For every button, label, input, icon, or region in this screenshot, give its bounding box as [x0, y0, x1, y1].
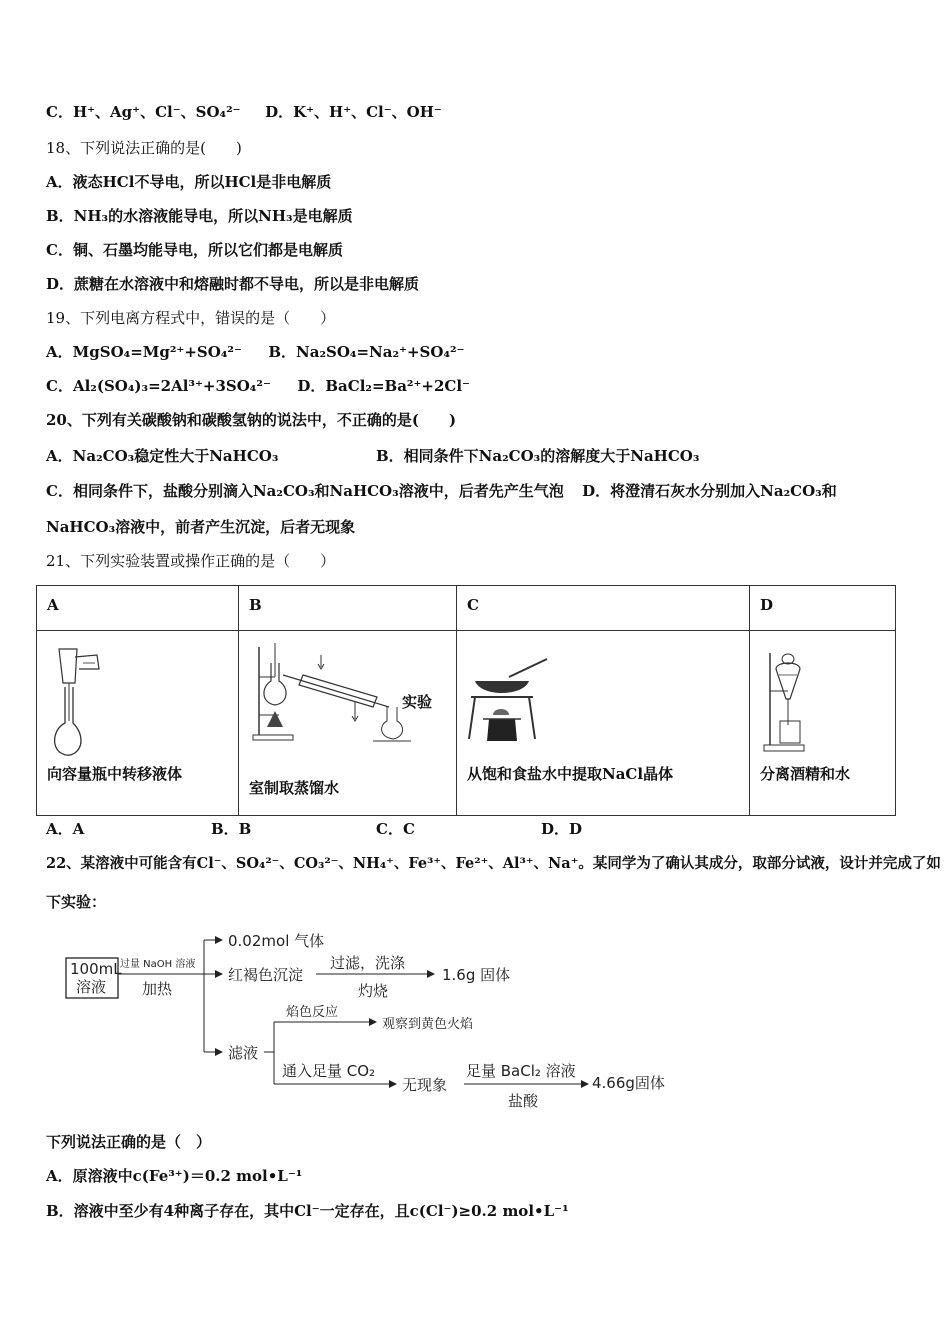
q21-header-c-cell — [457, 586, 750, 631]
evaporating-dish-illustration — [465, 655, 555, 765]
q21-header-c: C — [467, 596, 479, 614]
q21-option-c: C．C — [376, 820, 415, 838]
q21-option-b: B．B — [211, 820, 252, 838]
flow-solid-2: 4.66g固体 — [592, 1074, 665, 1092]
flow-flame-test: 焰色反应 — [286, 1005, 339, 1020]
q17-option-d: D．K⁺、H⁺、Cl⁻、OH⁻ — [265, 103, 442, 121]
q19-option-d: D．BaCl₂=Ba²⁺+2Cl⁻ — [297, 377, 470, 395]
q20-option-d-part2: NaHCO₃溶液中，前者产生沉淀，后者无现象 — [46, 518, 356, 536]
flow-start-volume: 100mL — [70, 960, 122, 978]
flow-gas: 0.02mol 气体 — [228, 932, 325, 950]
q21-cell-a — [37, 631, 239, 816]
q22-stem-line2: 下实验： — [46, 893, 107, 911]
q21-header-b: B — [249, 596, 262, 614]
q21-header-d-cell — [750, 586, 896, 631]
q19-option-c: C．Al₂(SO₄)₃=2Al³⁺+3SO₄²⁻ — [46, 377, 271, 395]
q21-caption-c: 从饱和食盐水中提取NaCl晶体 — [467, 765, 674, 783]
q22-option-a: A．原溶液中c(Fe³⁺)＝0.2 mol•L⁻¹ — [46, 1167, 303, 1185]
q18-option-a: A．液态HCl不导电，所以HCl是非电解质 — [46, 173, 332, 191]
separatory-funnel-illustration — [760, 647, 830, 757]
q21-options — [46, 819, 582, 839]
q22-stem-line1: 22、某溶液中可能含有Cl⁻、SO₄²⁻、CO₃²⁻、NH₄⁺、Fe³⁺、Fe²⁺、Al³⁺、Na⁺。某同学为了确认其成分，取部分试液，设计并完成了如 — [46, 855, 941, 872]
flow-precipitate: 红褐色沉淀 — [228, 966, 304, 984]
q19-stem: 19、下列电离方程式中，错误的是（ ） — [46, 309, 336, 327]
q20-option-d-part1: D．将澄清石灰水分别加入Na₂CO₃和 — [582, 482, 837, 500]
q21-header-d: D — [760, 596, 774, 614]
q20-option-c: C．相同条件下，盐酸分别滴入Na₂CO₃和NaHCO₃溶液中，后者先产生气泡 — [46, 482, 564, 500]
q20-options-cd — [46, 481, 837, 501]
q19-option-a: A．MgSO₄=Mg²⁺+SO₄²⁻ — [46, 343, 242, 361]
q20-option-b: B．相同条件下Na₂CO₃的溶解度大于NaHCO₃ — [376, 447, 700, 465]
q21-header-a-cell — [37, 586, 239, 631]
q18-stem: 18、下列说法正确的是( ) — [46, 139, 242, 157]
q21-header-b-cell — [239, 586, 457, 631]
q21-caption-d: 分离酒精和水 — [760, 765, 851, 783]
q21-header-a: A — [47, 596, 59, 614]
q21-stem: 21、下列实验装置或操作正确的是（ ） — [46, 552, 336, 570]
q20-stem: 20、下列有关碳酸钠和碳酸氢钠的说法中，不正确的是( ) — [46, 411, 457, 429]
flow-reagent-naoh: 过量 NaOH 溶液 — [120, 959, 196, 970]
flow-filtrate: 滤液 — [228, 1044, 259, 1062]
q21-caption-b: 室制取蒸馏水 — [249, 779, 340, 797]
q17-option-c: C．H⁺、Ag⁺、Cl⁻、SO₄²⁻ — [46, 103, 241, 121]
q22-option-b: B．溶液中至少有4种离子存在，其中Cl⁻一定存在，且c(Cl⁻)≥0.2 mol•L⁻¹ — [46, 1202, 569, 1220]
q19-options-cd — [46, 376, 470, 396]
q20-option-a: A．Na₂CO₃稳定性大于NaHCO₃ — [46, 447, 279, 465]
q21-option-d: D．D — [541, 820, 583, 838]
q21-b-extra-label: 实验 — [402, 693, 433, 711]
q18-option-b: B．NH₃的水溶液能导电，所以NH₃是电解质 — [46, 207, 353, 225]
q21-cell-d — [750, 631, 896, 816]
q21-cell-c — [457, 631, 750, 816]
volumetric-flask-illustration — [45, 647, 125, 762]
flow-solid-1: 1.6g 固体 — [442, 966, 511, 984]
flow-hcl: 盐酸 — [508, 1092, 539, 1110]
q21-cell-b — [239, 631, 457, 816]
flow-flame-result: 观察到黄色火焰 — [382, 1017, 474, 1032]
q22-question: 下列说法正确的是（ ） — [46, 1133, 212, 1151]
flow-start-solution: 溶液 — [76, 978, 107, 996]
q18-option-c: C．铜、石墨均能导电，所以它们都是电解质 — [46, 241, 343, 259]
q21-option-a: A．A — [46, 820, 85, 838]
q21-caption-a: 向容量瓶中转移液体 — [47, 765, 183, 783]
flow-no-change: 无现象 — [402, 1076, 448, 1094]
q19-option-b: B．Na₂SO₄=Na₂⁺+SO₄²⁻ — [268, 343, 465, 361]
flow-reagent-heat: 加热 — [142, 980, 173, 998]
q22-flow-diagram — [46, 924, 706, 1114]
flow-co2: 通入足量 CO₂ — [282, 1062, 376, 1080]
flow-bacl2: 足量 BaCl₂ 溶液 — [466, 1062, 576, 1080]
q17-options-cd — [46, 102, 442, 122]
flow-filter-wash: 过滤，洗涤 — [330, 954, 406, 972]
flow-ignite: 灼烧 — [358, 982, 389, 1000]
q18-option-d: D．蔗糖在水溶液中和熔融时都不导电，所以是非电解质 — [46, 275, 420, 293]
q21-table — [36, 585, 896, 816]
q19-options-ab — [46, 342, 465, 362]
